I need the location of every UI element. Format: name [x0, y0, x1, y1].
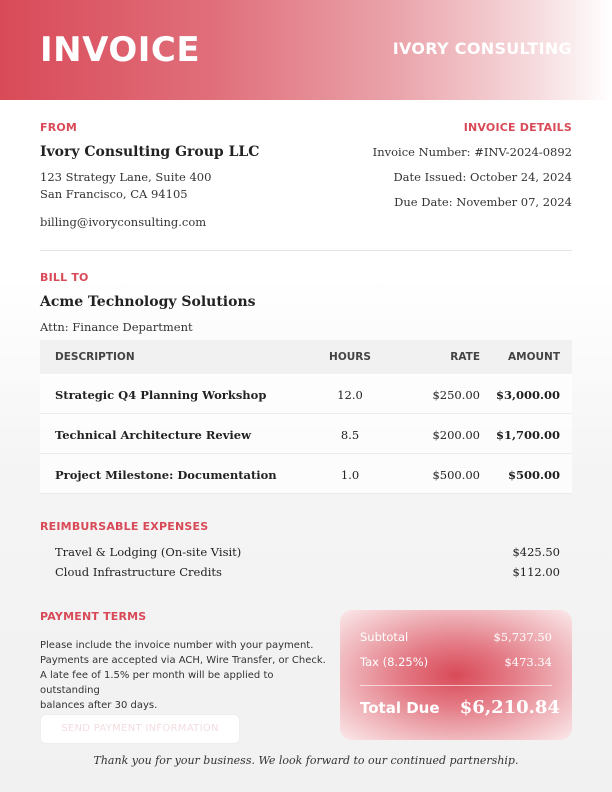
- table-row: [40, 414, 572, 454]
- invoice-header: [0, 0, 612, 100]
- row-description: Project Milestone: Documentation: [55, 468, 277, 482]
- row-description: Technical Architecture Review: [55, 428, 252, 442]
- payment-terms-text: [40, 638, 330, 713]
- expense-item: [55, 565, 560, 579]
- expense-name: Cloud Infrastructure Credits: [55, 565, 222, 579]
- totals-card: [340, 610, 572, 740]
- payment-terms-line: A late fee of 1.5% per month will be applied to outstanding: [40, 670, 274, 696]
- column-header-amount: AMOUNT: [508, 351, 560, 363]
- expense-amount: $425.50: [512, 545, 560, 559]
- row-rate: $200.00: [432, 428, 480, 442]
- from-address-line1: 123 Strategy Lane, Suite 400: [40, 170, 212, 184]
- column-header-description: DESCRIPTION: [55, 351, 135, 363]
- line-items-table: [40, 340, 572, 494]
- payment-terms-line: balances after 30 days.: [40, 700, 158, 711]
- section-divider: [40, 250, 572, 251]
- table-header: [40, 340, 572, 374]
- payment-terms-line: Payments are accepted via ACH, Wire Transfer, or Check.: [40, 655, 326, 666]
- subtotal-label: Subtotal: [360, 630, 409, 644]
- payment-terms-line: Please include the invoice number with your payment.: [40, 640, 314, 651]
- column-header-hours: HOURS: [329, 351, 371, 363]
- due-date: Due Date: November 07, 2024: [394, 195, 572, 209]
- invoice-number: Invoice Number: #INV-2024-0892: [372, 145, 572, 159]
- payment-terms-label: PAYMENT TERMS: [40, 610, 147, 623]
- total-due-value: $6,210.84: [459, 697, 560, 718]
- bill-to-attn: Attn: Finance Department: [40, 320, 193, 334]
- subtotal-value: $5,737.50: [493, 630, 552, 644]
- from-email: billing@ivoryconsulting.com: [40, 215, 207, 229]
- from-company-name: Ivory Consulting Group LLC: [40, 144, 260, 160]
- totals-divider: [360, 685, 552, 686]
- header-company-name: IVORY CONSULTING: [392, 39, 572, 58]
- invoice-title: INVOICE: [40, 30, 201, 70]
- row-rate: $500.00: [432, 468, 480, 482]
- bill-to-details: [40, 318, 340, 340]
- date-issued: Date Issued: October 24, 2024: [393, 170, 572, 184]
- bill-to-company-name: Acme Technology Solutions: [40, 294, 256, 310]
- row-amount: $3,000.00: [495, 388, 560, 402]
- bill-to-label: BILL TO: [40, 271, 89, 284]
- expense-amount: $112.00: [512, 565, 560, 579]
- table-row: [40, 454, 572, 494]
- expenses-label: REIMBURSABLE EXPENSES: [40, 520, 209, 533]
- row-amount: $1,700.00: [495, 428, 560, 442]
- row-amount: $500.00: [507, 468, 560, 482]
- column-header-rate: RATE: [450, 351, 480, 363]
- from-address-line2: San Francisco, CA 94105: [40, 187, 188, 201]
- table-row: [40, 374, 572, 414]
- thank-you-message: Thank you for your business. We look forward to our continued partnership.: [93, 754, 519, 767]
- row-hours: 8.5: [340, 428, 360, 442]
- row-hours: 12.0: [337, 388, 363, 402]
- from-label: FROM: [40, 121, 78, 134]
- row-description: Strategic Q4 Planning Workshop: [55, 388, 267, 402]
- row-rate: $250.00: [432, 388, 480, 402]
- expense-name: Travel & Lodging (On-site Visit): [55, 545, 242, 559]
- invoice-details-label: INVOICE DETAILS: [463, 121, 572, 134]
- row-hours: 1.0: [340, 468, 360, 482]
- total-due-label: Total Due: [360, 699, 440, 717]
- tax-value: $473.34: [504, 655, 552, 669]
- expense-item: [55, 545, 560, 559]
- send-payment-info-button[interactable]: SEND PAYMENT INFORMATION: [40, 714, 240, 744]
- tax-label: Tax (8.25%): [360, 655, 429, 669]
